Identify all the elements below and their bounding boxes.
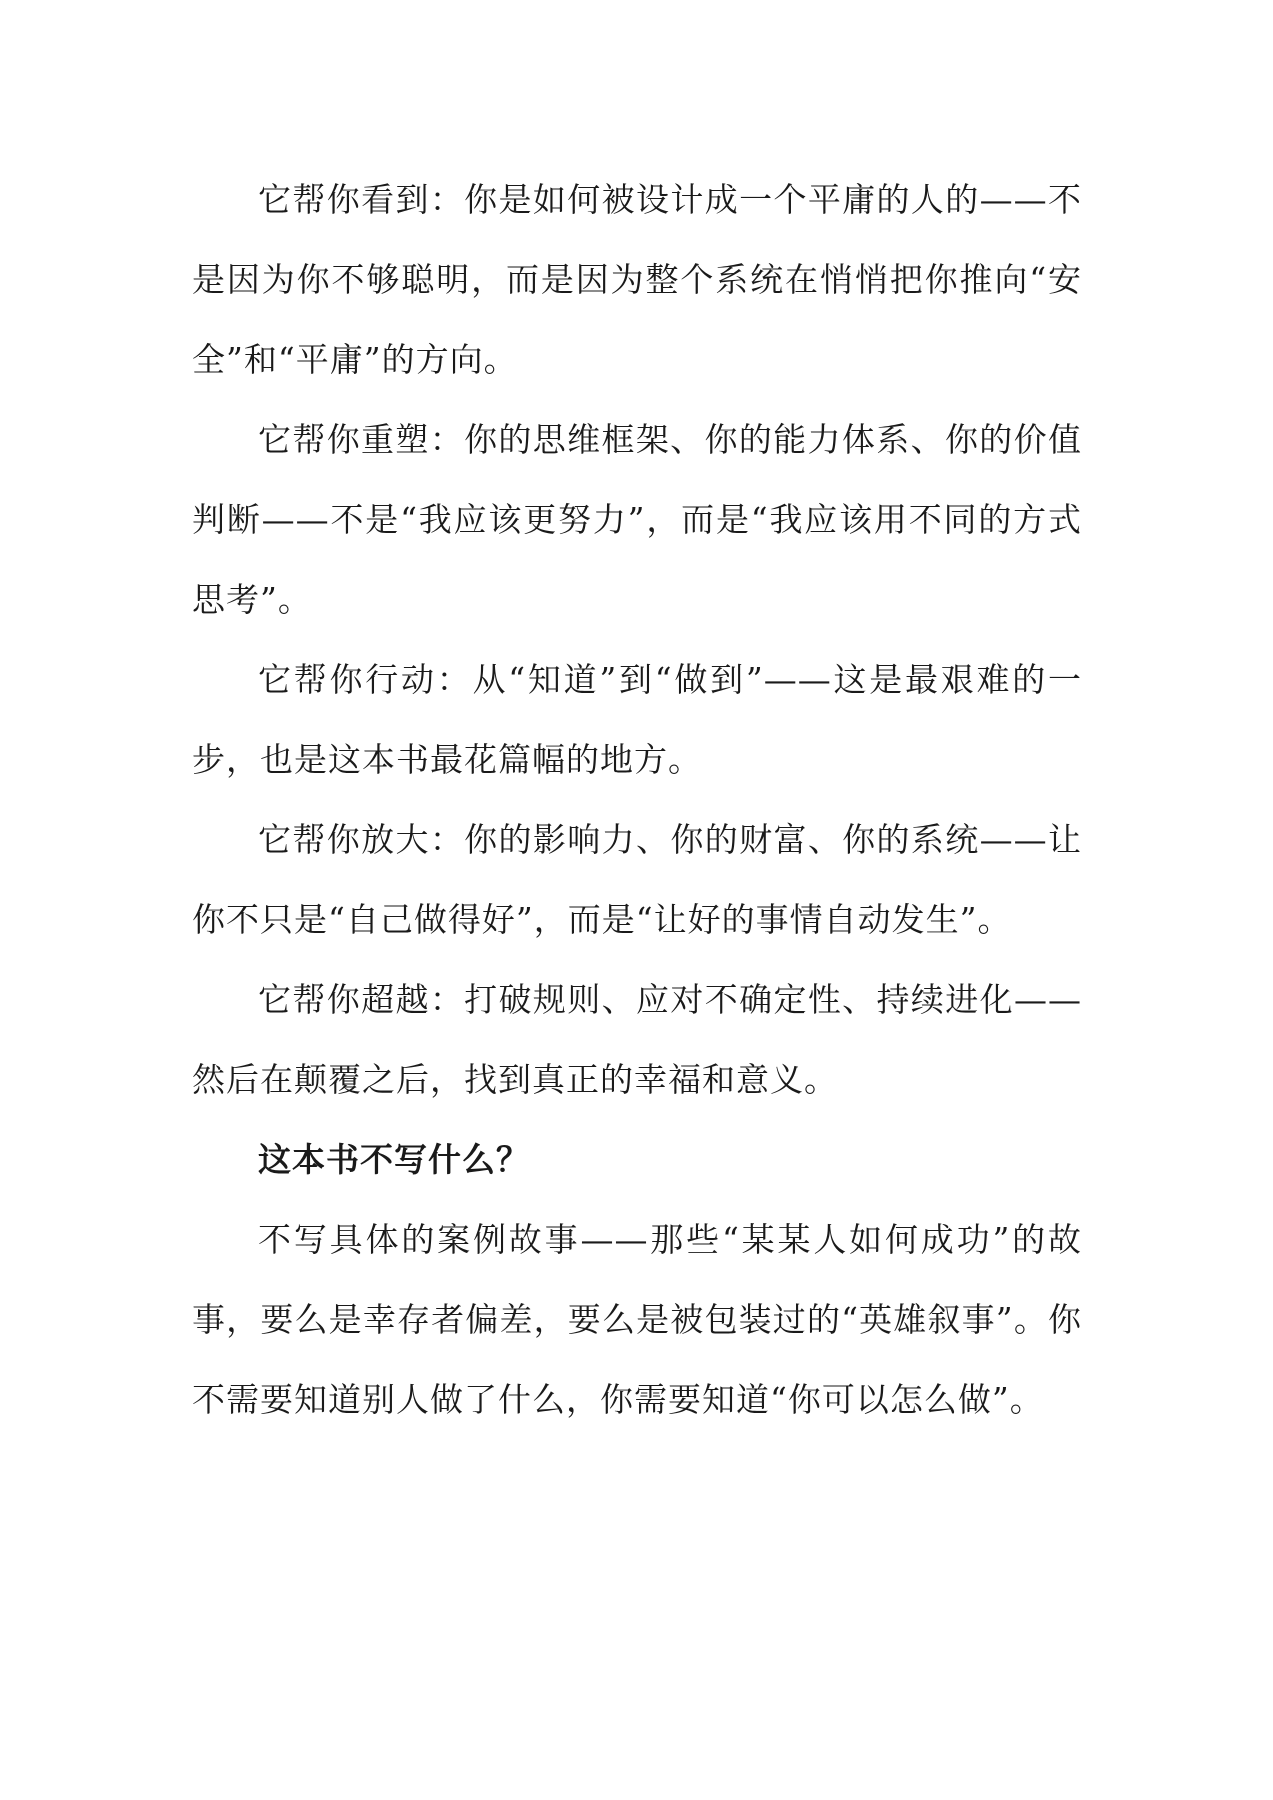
paragraph-no-case-stories: 不写具体的案例故事——那些“某某人如何成功”的故事，要么是幸存者偏差，要么是被包装过的“英雄叙事”。你不需要知道别人做了什么，你需要知道“你可以怎么做”。 [192, 1220, 1082, 1419]
paragraph-reshape: 它帮你重塑：你的思维框架、你的能力体系、你的价值判断——不是“我应该更努力”，而是“我应该用不同的方式思考”。 [192, 420, 1082, 619]
section-heading: 这本书不写什么？ [258, 1140, 530, 1179]
paragraph-action: 它帮你行动：从“知道”到“做到”——这是最艰难的一步，也是这本书最花篇幅的地方。 [192, 660, 1082, 779]
paragraph-transcend: 它帮你超越：打破规则、应对不确定性、持续进化——然后在颠覆之后，找到真正的幸福和意义。 [192, 980, 1082, 1099]
document-body [192, 160, 1082, 1440]
paragraph-amplify: 它帮你放大：你的影响力、你的财富、你的系统——让你不只是“自己做得好”，而是“让好的事情自动发生”。 [192, 820, 1082, 939]
paragraph-see: 它帮你看到：你是如何被设计成一个平庸的人的——不是因为你不够聪明，而是因为整个系统在悄悄把你推向“安全”和“平庸”的方向。 [192, 180, 1082, 379]
